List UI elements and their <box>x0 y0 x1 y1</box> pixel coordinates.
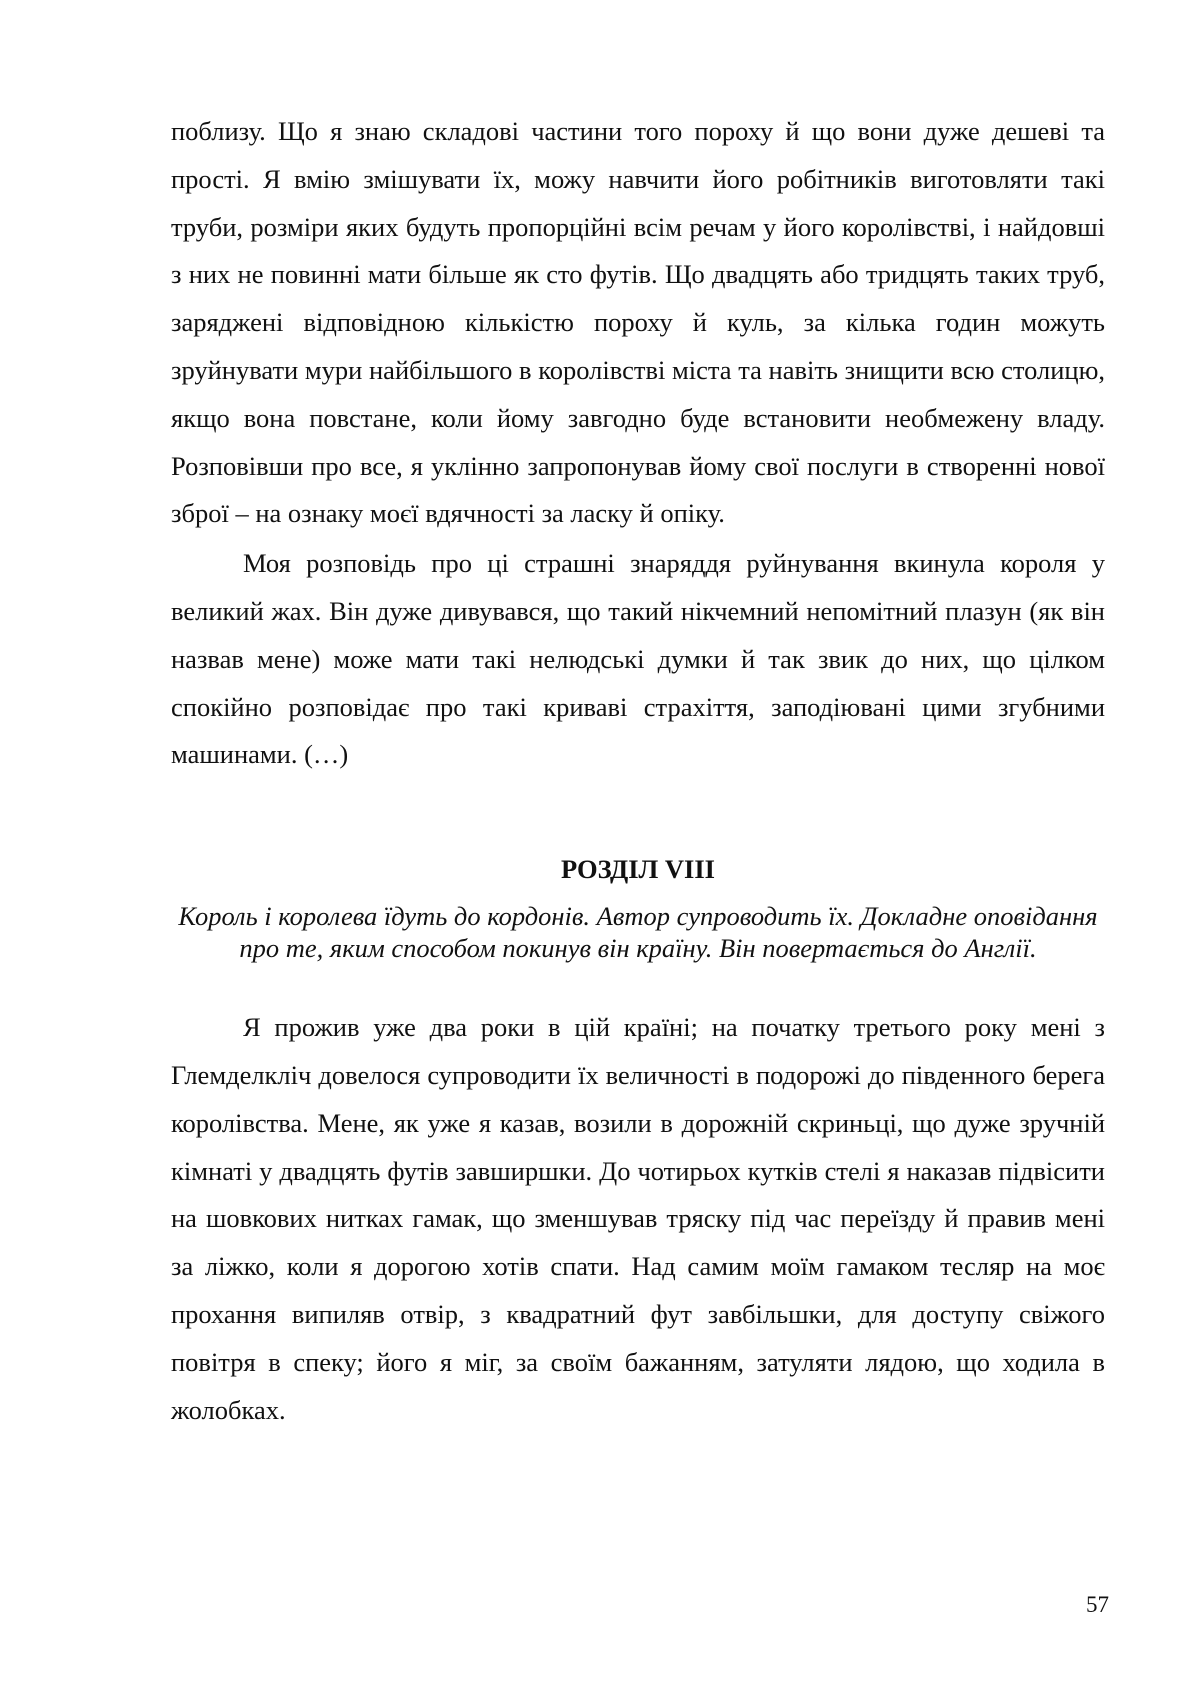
chapter-summary: Король і королева їдуть до кордонів. Автор супроводить їх. Докладне оповідання про те, яким способом покинув він країну. Він повертається до Англії. <box>178 901 1098 963</box>
paragraph-king-reaction: Моя розповідь про ці страшні знаряддя руйнування вкинула короля у великий жах. Він дуже дивувався, що такий нікчемний непомітний плазун (як він назвав мене) може мати такі нелюдські думки й так звик до них, що цілком спокійно розповідає про такі криваві страхіття, заподіювані цими згубними машинами. (…) <box>171 548 1105 770</box>
page-body <box>171 108 1105 1434</box>
chapter-heading: РОЗДІЛ VIII <box>560 854 715 885</box>
paragraph-continued: поблизу. Що я знаю складові частини того пороху й що вони дуже дешеві та прості. Я вмію змішувати їх, можу навчити його робітників виготовляти такі труби, розміри яких будуть пропорційні всім речам у його королівстві, і найдовші з них не повинні мати більше як сто футів. Що двадцять або тридцять таких труб, заряджені відповідною кількістю пороху й куль, за кілька годин можуть зруйнувати мури найбільшого в королівстві міста та навіть знищити всю столицю, якщо вона повстане, коли йому завгодно буде встановити необмежену владу. Розповівши про все, я уклінно запропонував йому свої послуги в створенні нової зброї – на ознаку моєї вдячності за ласку й опіку. <box>171 116 1105 529</box>
page-number: 57 <box>1086 1592 1109 1617</box>
paragraph-chapter-start: Я прожив уже два роки в цій країні; на початку третього року мені з Глемделкліч довелося супроводити їх величності в подорожі до південного берега королівства. Мене, як уже я казав, возили в дорожній скриньці, що дуже зручній кімнаті у двадцять футів завширшки. До чотирьох кутків стелі я наказав підвісити на шовкових нитках гамак, що зменшував тряску під час переїзду й правив мені за ліжко, коли я дорогою хотів спати. Над самим моїм гамаком тесляр на моє прохання випиляв отвір, з квадратний фут завбільшки, для доступу свіжого повітря в спеку; його я міг, за своїм бажанням, затуляти лядою, що ходила в жолобках. <box>171 1012 1105 1425</box>
